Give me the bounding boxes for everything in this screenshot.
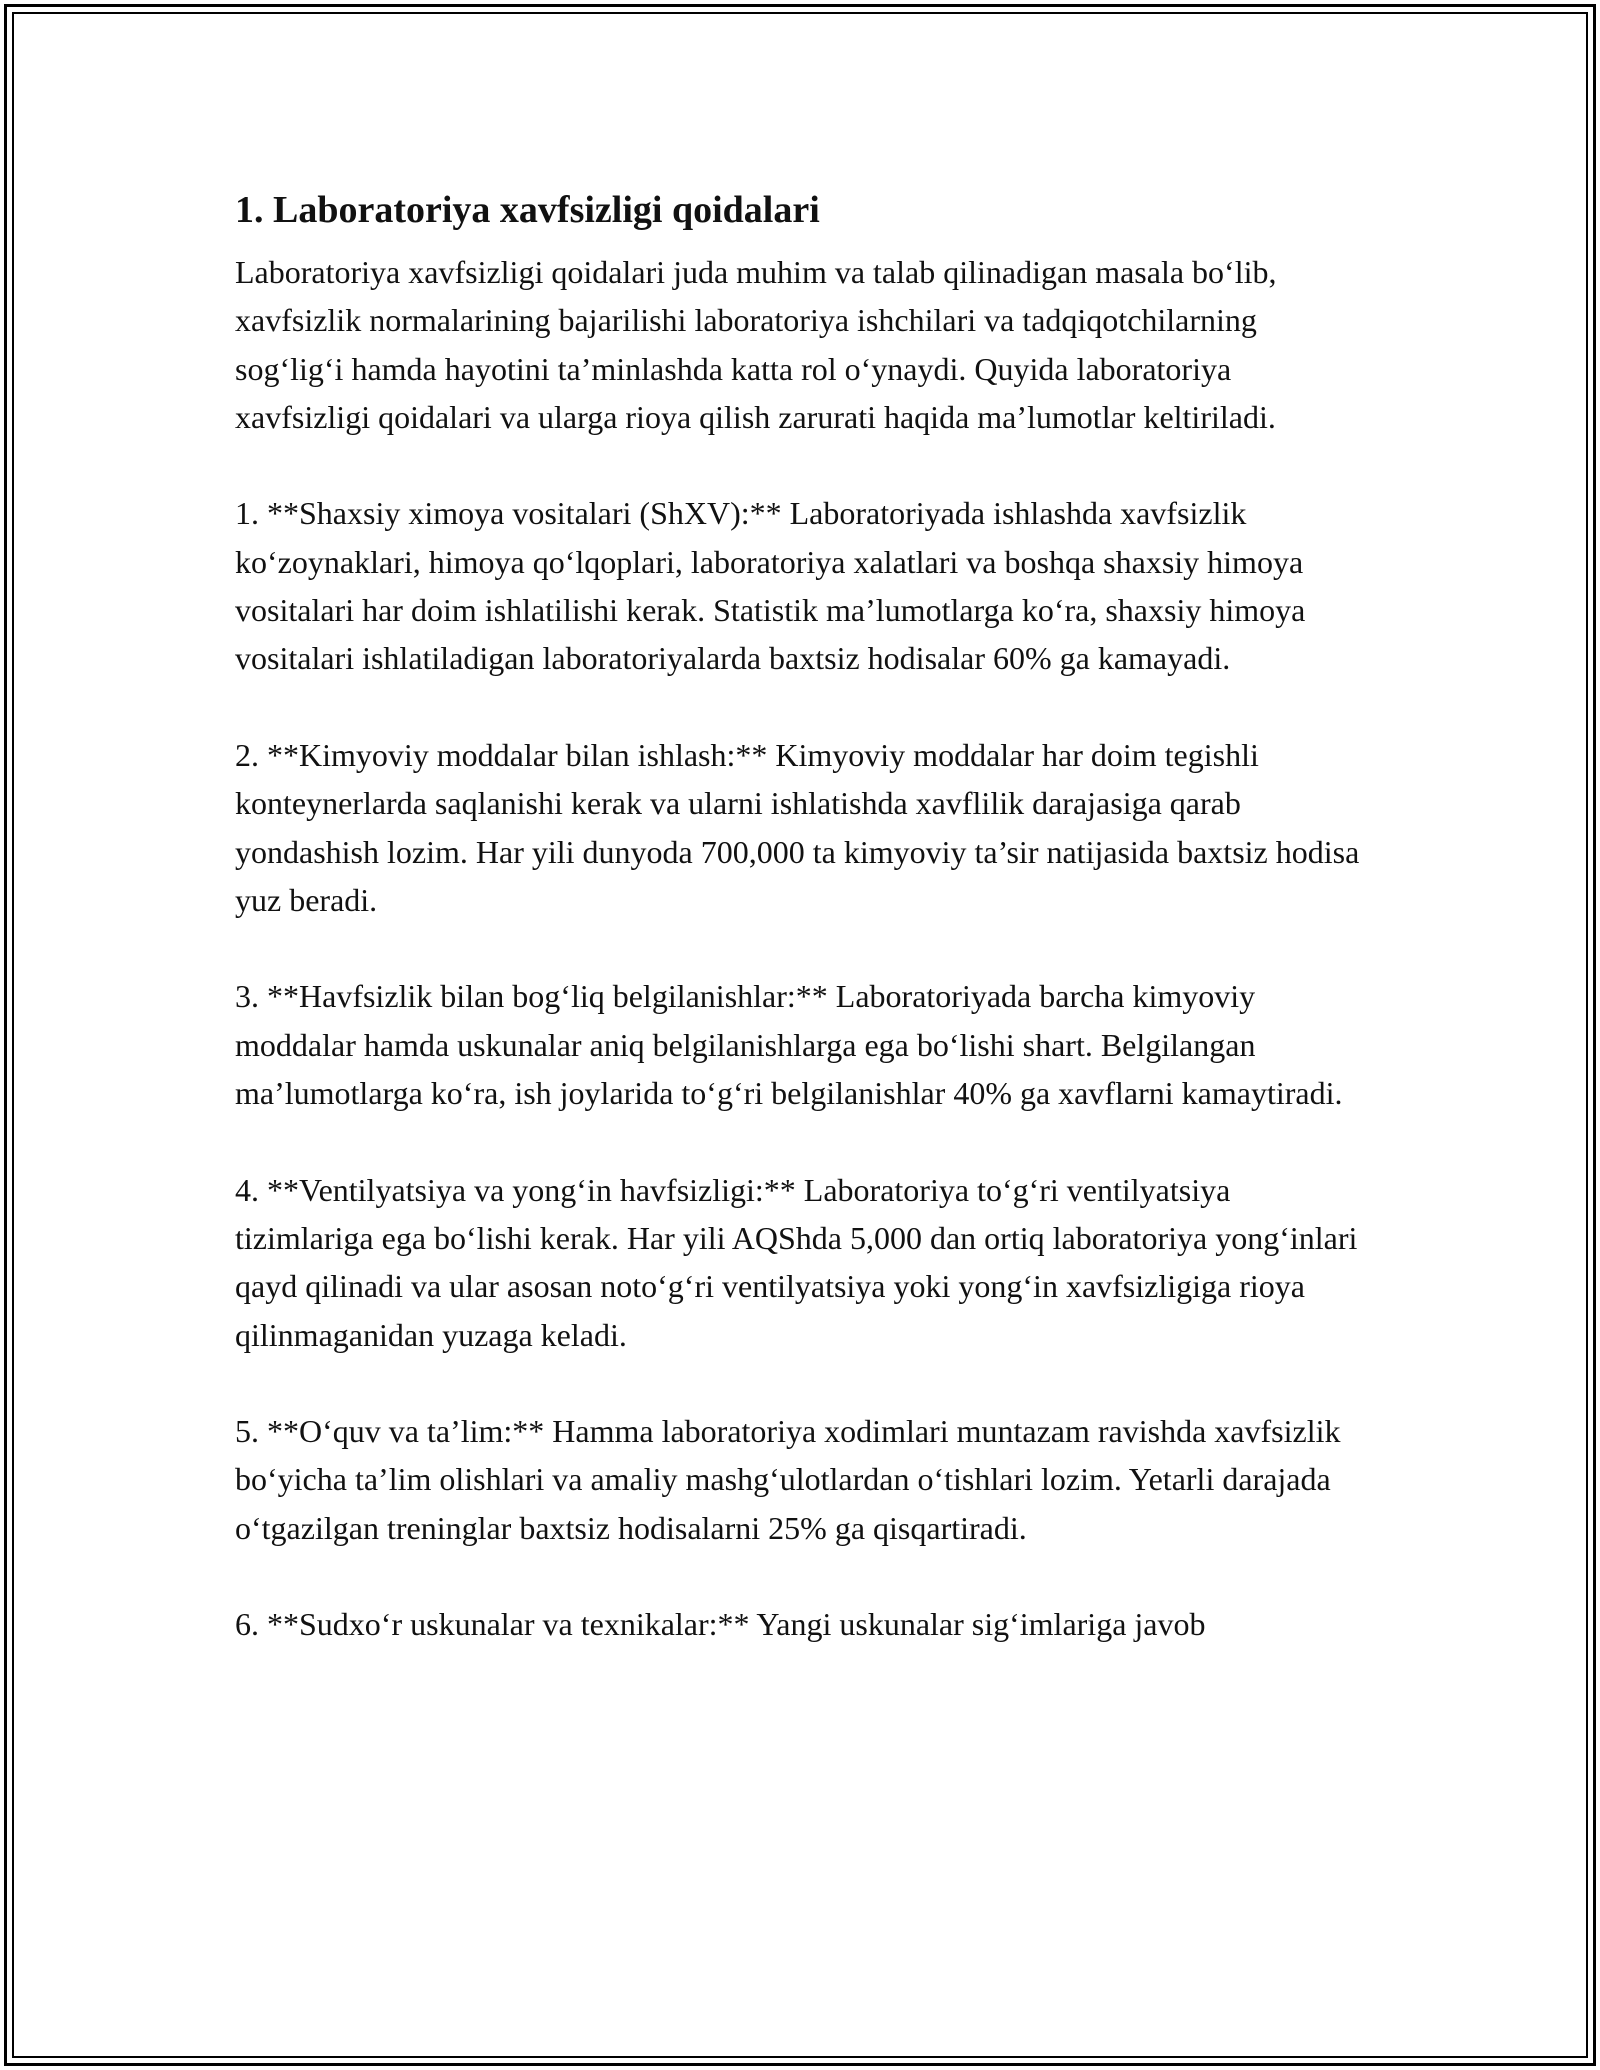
rule-1-paragraph: 1. **Shaxsiy ximoya vositalari (ShXV):** Laboratoriyada ishlashda xavfsizlik ko‘zoynaklari, himoya qo‘lqoplari, laboratoriya xalatlari va boshqa shaxsiy himoya vositalari har doim ishlatilishi kerak. Statistik ma’lumotlarga ko‘ra, shaxsiy himoya vositalari ishlatiladigan laboratoriyalarda baxtsiz hodisalar 60% ga kamayadi. [235,495,1306,677]
rule-5-paragraph: 5. **O‘quv va ta’lim:** Hamma laboratoriya xodimlari muntazam ravishda xavfsizlik bo‘yicha ta’lim olishlari va amaliy mashg‘ulotlardan o‘tishlari lozim. Yetarli darajada o‘tgazilgan treninglar baxtsiz hodisalarni 25% ga qisqartiradi. [235,1413,1341,1546]
document-title: 1. Laboratoriya xavfsizligi qoidalari [235,189,820,231]
document-body [235,184,1365,1649]
rule-4-paragraph: 4. **Ventilyatsiya va yong‘in havfsizligi:** Laboratoriya to‘g‘ri ventilyatsiya tizimlariga ega bo‘lishi kerak. Har yili AQShda 5,000 dan ortiq laboratoriya yong‘inlari qayd qilinadi va ular asosan noto‘g‘ri ventilyatsiya yoki yong‘in xavfsizligiga rioya qilinmaganidan yuzaga keladi. [235,1171,1358,1353]
rule-6-paragraph: 6. **Sudxo‘r uskunalar va texnikalar:** Yangi uskunalar sig‘imlariga javob [235,1606,1206,1643]
rule-2-paragraph: 2. **Kimyoviy moddalar bilan ishlash:** Kimyoviy moddalar har doim tegishli konteynerlarda saqlanishi kerak va ularni ishlatishda xavflilik darajasiga qarab yondashish lozim. Har yili dunyoda 700,000 ta kimyoviy ta’sir natijasida baxtsiz hodisa yuz beradi. [235,736,1360,918]
rule-3-paragraph: 3. **Havfsizlik bilan bog‘liq belgilanishlar:** Laboratoriyada barcha kimyoviy moddalar hamda uskunalar aniq belgilanishlarga ega bo‘lishi shart. Belgilangan ma’lumotlarga ko‘ra, ish joylarida to‘g‘ri belgilanishlar 40% ga xavflarni kamaytiradi. [235,978,1343,1112]
intro-paragraph: Laboratoriya xavfsizligi qoidalari juda muhim va talab qilinadigan masala bo‘lib, xavfsizlik normalarining bajarilishi laboratoriya ishchilari va tadqiqotchilarning sog‘lig‘i hamda hayotini ta’minlashda katta rol o‘ynaydi. Quyida laboratoriya xavfsizligi qoidalari va ularga rioya qilish zarurati haqida ma’lumotlar keltiriladi. [235,254,1277,435]
